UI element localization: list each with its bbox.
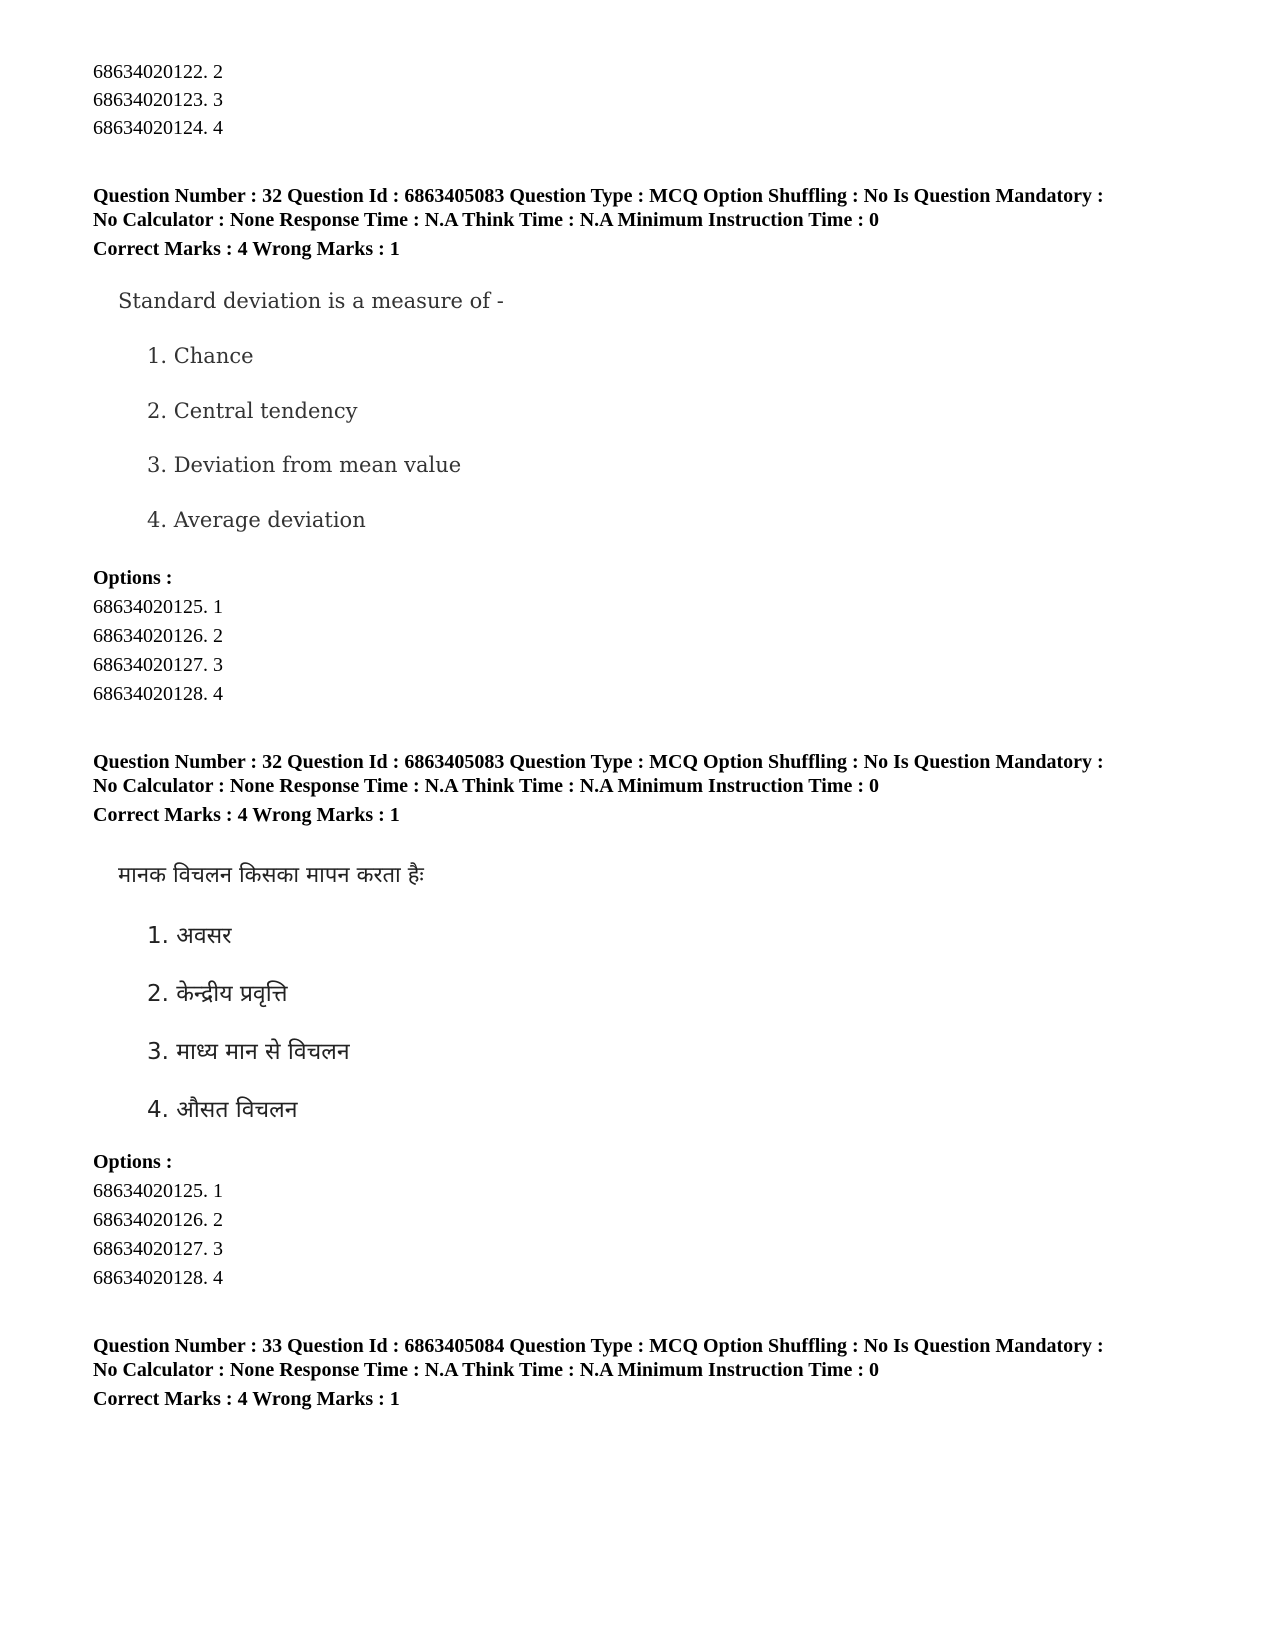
option-line: 68634020128. 4 [93, 1267, 223, 1289]
option-line: 68634020123. 3 [93, 89, 223, 111]
answer-choice: 4. औसत विचलन [147, 1097, 298, 1123]
answer-choice: 1. अवसर [147, 923, 232, 949]
answer-choice: 2. Central tendency [147, 399, 358, 423]
answer-choice: 2. केन्द्रीय प्रवृत्ति [147, 981, 288, 1007]
options-label: Options : [93, 567, 173, 589]
option-line: 68634020127. 3 [93, 654, 223, 676]
option-line: 68634020127. 3 [93, 1238, 223, 1260]
option-line: 68634020124. 4 [93, 117, 223, 139]
option-line: 68634020125. 1 [93, 1180, 223, 1202]
question-meta: No Calculator : None Response Time : N.A Think Time : N.A Minimum Instruction Time : 0 [93, 209, 879, 231]
question-meta: Question Number : 32 Question Id : 6863405083 Question Type : MCQ Option Shuffling : No Is Question Mandatory : [93, 751, 1104, 773]
question-text: मानक विचलन किसका मापन करता हैः [118, 863, 424, 888]
answer-choice: 3. Deviation from mean value [147, 453, 462, 477]
question-meta: Question Number : 32 Question Id : 6863405083 Question Type : MCQ Option Shuffling : No Is Question Mandatory : [93, 185, 1104, 207]
options-label: Options : [93, 1151, 173, 1173]
option-line: 68634020122. 2 [93, 61, 223, 83]
question-meta: Question Number : 33 Question Id : 6863405084 Question Type : MCQ Option Shuffling : No Is Question Mandatory : [93, 1335, 1104, 1357]
answer-choice: 1. Chance [147, 344, 254, 368]
answer-choice: 3. माध्य मान से विचलन [147, 1039, 350, 1065]
answer-choice: 4. Average deviation [147, 508, 366, 532]
option-line: 68634020126. 2 [93, 1209, 223, 1231]
option-line: 68634020126. 2 [93, 625, 223, 647]
question-meta: No Calculator : None Response Time : N.A Think Time : N.A Minimum Instruction Time : 0 [93, 775, 879, 797]
option-line: 68634020125. 1 [93, 596, 223, 618]
question-marks: Correct Marks : 4 Wrong Marks : 1 [93, 1388, 400, 1410]
option-line: 68634020128. 4 [93, 683, 223, 705]
question-meta: No Calculator : None Response Time : N.A Think Time : N.A Minimum Instruction Time : 0 [93, 1359, 879, 1381]
question-marks: Correct Marks : 4 Wrong Marks : 1 [93, 238, 400, 260]
question-marks: Correct Marks : 4 Wrong Marks : 1 [93, 804, 400, 826]
question-text: Standard deviation is a measure of - [118, 289, 504, 313]
